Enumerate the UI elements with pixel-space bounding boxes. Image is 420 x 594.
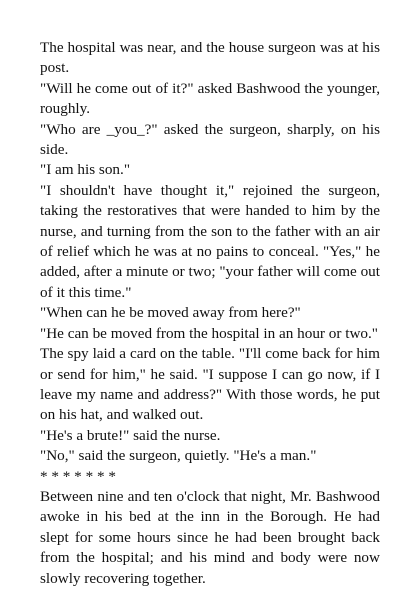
section-break: * * * * * * * (40, 467, 116, 485)
paragraph: "I shouldn't have thought it," rejoined the surgeon, taking the restoratives that were handed to him by the nurse, and turning from the son to the father with an air of relief which he was at no pains to conceal. "Yes," he added, after a minute or two; "your father will come out of it this time." (40, 181, 380, 301)
paragraph: The hospital was near, and the house surgeon was at his post. (40, 39, 380, 77)
paragraph: "Who are _you_?" asked the surgeon, sharply, on his side. (40, 120, 380, 159)
document-page (40, 38, 380, 589)
paragraph: "He can be moved from the hospital in an hour or two." (40, 324, 379, 342)
paragraph: "Will he come out of it?" asked Bashwood the younger, roughly. (40, 79, 380, 118)
paragraph: "When can he be moved away from here?" (40, 304, 301, 322)
paragraph: The spy laid a card on the table. "I'll come back for him or send for him," he said. "I suppose I can go now, if I leave my name and address?" With those words, he put on his hat, and walked out. (40, 345, 380, 424)
paragraph: Between nine and ten o'clock that night, Mr. Bashwood awoke in his bed at the inn in the Borough. He had slept for some hours since he had been brought back from the hospital; and his mind and body were now slowly recovering together. (40, 487, 380, 587)
paragraph: "I am his son." (40, 161, 131, 179)
paragraph: "He's a brute!" said the nurse. (40, 426, 221, 444)
paragraph: "No," said the surgeon, quietly. "He's a man." (40, 447, 317, 465)
